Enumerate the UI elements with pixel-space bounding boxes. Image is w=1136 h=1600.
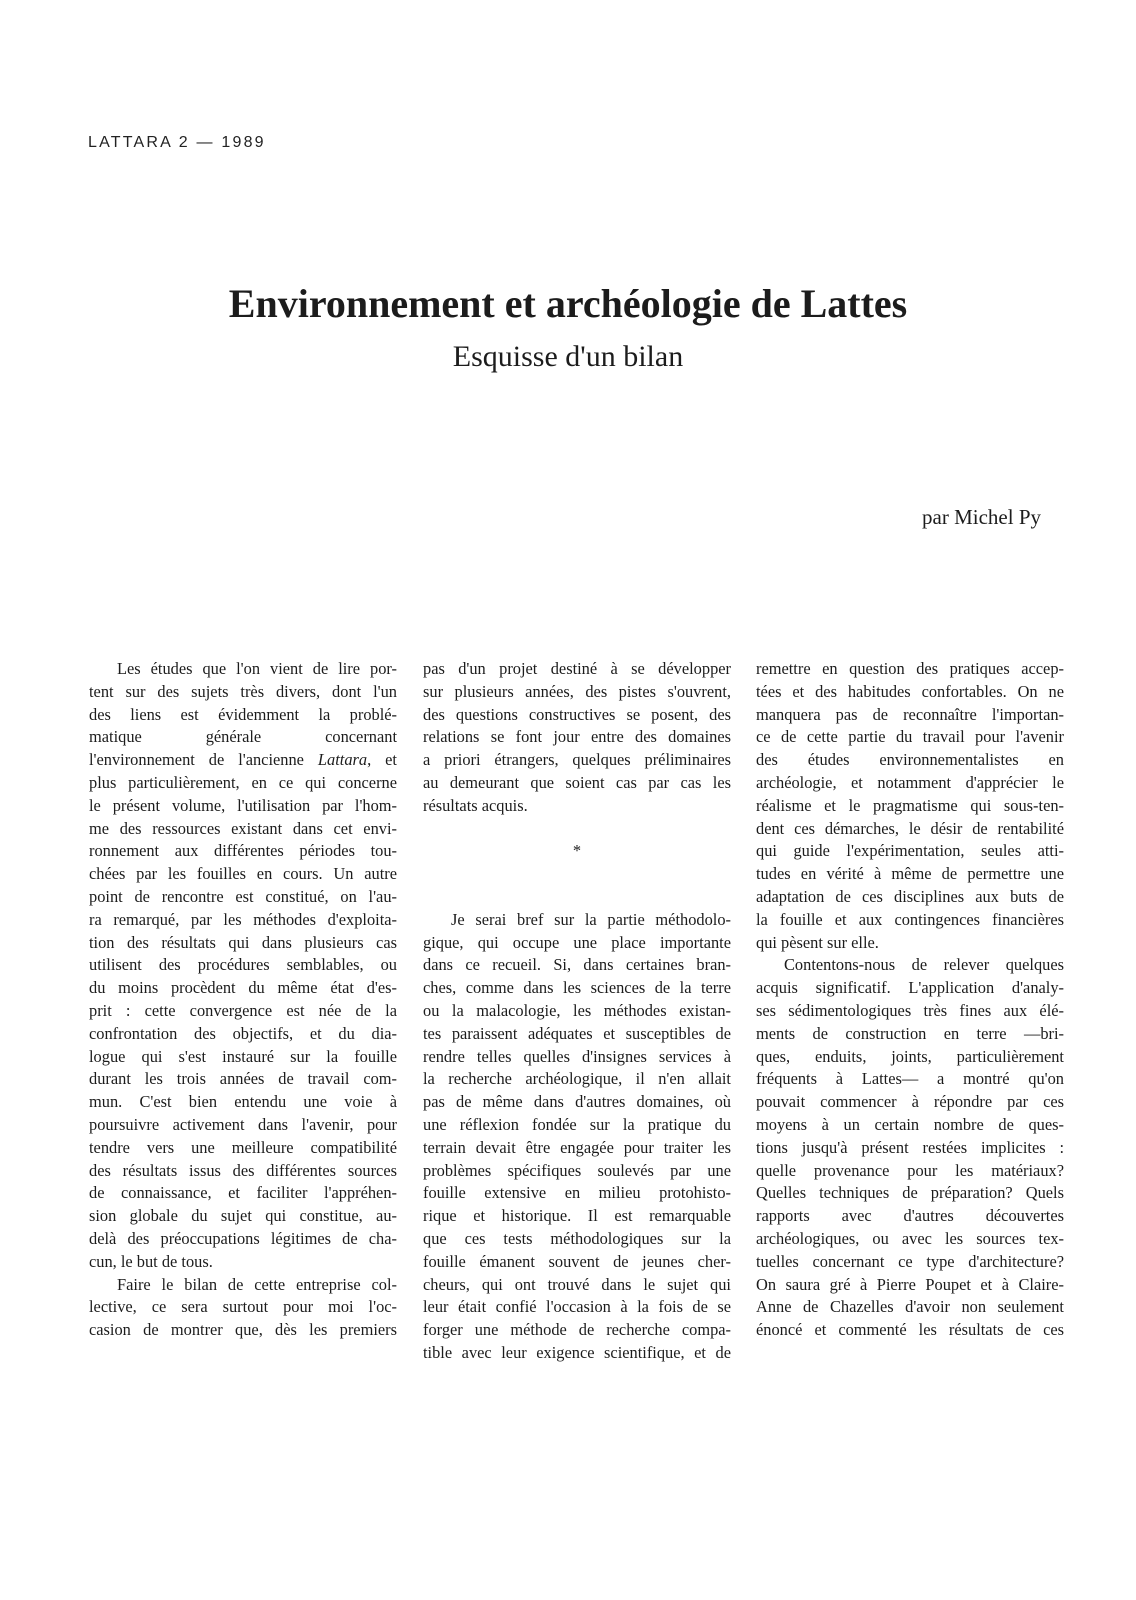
text-line: fréquents à Lattes— a montré qu'on <box>756 1069 1064 1089</box>
text-line: sion globale du sujet qui constitue, au- <box>89 1206 397 1226</box>
text-line: ses sédimentologiques très fines aux élé- <box>756 1000 1064 1020</box>
text-line: tions jusqu'à présent restées implicites : <box>756 1137 1064 1157</box>
section-separator: * <box>572 841 582 861</box>
running-head: LATTARA 2 — 1989 <box>88 134 266 151</box>
text-line: remettre en question des pratiques accep- <box>756 659 1064 678</box>
text-line: rendre telles quelles d'insignes services à <box>423 1046 731 1066</box>
text-line: ques, enduits, joints, particulièrement <box>756 1046 1064 1066</box>
text-line: tion des résultats qui dans plusieurs cas <box>89 932 397 952</box>
text-line: résultats acquis. <box>423 795 528 815</box>
text-line: mun. C'est bien entendu une voie à <box>89 1092 397 1112</box>
text-line: pas de même dans d'autres domaines, où <box>423 1092 731 1112</box>
text-column-1 <box>89 658 397 1342</box>
text-line: Contentons-nous de relever quelques <box>784 955 1064 975</box>
text-line: moyens à un certain nombre de ques- <box>756 1114 1064 1134</box>
text-line: réalisme et le pragmatisme qui sous-ten- <box>756 795 1064 815</box>
text-line: pouvait commencer à répondre par ces <box>756 1092 1064 1112</box>
text-line: gique, qui occupe une place importante <box>423 932 731 952</box>
text-line: des questions constructives se posent, des <box>423 704 731 724</box>
text-line: Les études que l'on vient de lire por- <box>117 659 397 678</box>
text-line: tes paraissent adéquates et susceptibles de <box>423 1023 731 1043</box>
article-title: Environnement et archéologie de Lattes <box>228 281 908 326</box>
text-line: adaptation de ces disciplines aux buts de <box>756 886 1064 906</box>
text-line: prit : cette convergence est née de la <box>89 1000 397 1020</box>
text-line: cheurs, qui ont trouvé dans le sujet qui <box>423 1274 731 1294</box>
text-line: qui pèsent sur elle. <box>756 932 879 952</box>
text-line: la recherche archéologique, il n'en allait <box>423 1069 731 1089</box>
text-line: ches, comme dans les sciences de la terre <box>423 978 731 998</box>
text-line: relations se font jour entre des domaines <box>423 727 731 747</box>
text-line: archéologiques, ou avec les sources tex- <box>756 1228 1064 1248</box>
text-line: rapports avec d'autres découvertes <box>756 1206 1064 1226</box>
text-line: le présent volume, l'utilisation par l'hom- <box>89 795 397 815</box>
text-line: terrain devait être engagée pour traiter les <box>423 1137 731 1157</box>
text-line: que ces tests méthodologiques sur la <box>423 1228 731 1248</box>
text-line: des études environnementalistes en <box>756 750 1064 770</box>
text-line: tées et des habitudes confortables. On ne <box>756 681 1064 701</box>
text-line: logue qui s'est instauré sur la fouille <box>89 1046 397 1066</box>
text-line: ronnement aux différentes périodes tou- <box>89 841 397 861</box>
text-line: rique et historique. Il est remarquable <box>423 1206 731 1226</box>
text-line: chées par les fouilles en cours. Un autre <box>89 864 397 884</box>
text-line: matique générale concernant <box>89 727 397 747</box>
text-line: dans ce recueil. Si, dans certaines bran- <box>423 955 731 975</box>
text-line: cun, le but de tous. <box>89 1251 213 1271</box>
text-line: tendre vers une meilleure compatibilité <box>89 1137 397 1157</box>
text-line: point de rencontre est constitué, on l'au- <box>89 886 397 906</box>
text-line: durant les trois années de travail com- <box>89 1069 397 1089</box>
text-line: qui guide l'expérimentation, seules atti- <box>756 841 1064 861</box>
text-column-2 <box>423 658 731 1365</box>
text-line: ou la malacologie, les méthodes existan- <box>423 1000 731 1020</box>
text-line: Quelles techniques de préparation? Quels <box>756 1183 1064 1203</box>
text-line: me des ressources existant dans cet envi- <box>89 818 397 838</box>
text-line: tible avec leur exigence scientifique, et de <box>423 1342 731 1362</box>
text-line: plus particulièrement, en ce qui concerne <box>89 772 397 792</box>
text-line: a priori étrangers, quelques préliminaires <box>423 750 731 770</box>
text-line: manquera pas de reconnaître l'importan- <box>756 704 1064 724</box>
text-line: ments de construction en terre —bri- <box>756 1023 1064 1043</box>
text-line: casion de montrer que, dès les premiers <box>89 1320 397 1340</box>
text-line: lective, ce sera surtout pour moi l'oc- <box>89 1297 397 1317</box>
text-line: de connaissance, et faciliter l'appréhen- <box>89 1183 397 1203</box>
article-subtitle: Esquisse d'un bilan <box>452 340 684 373</box>
text-line: confrontation des objectifs, et du dia- <box>89 1023 397 1043</box>
text-line: pas d'un projet destiné à se développer <box>423 659 731 678</box>
text-line: une réflexion fondée sur la pratique du <box>423 1114 731 1134</box>
text-line: fouille émanent souvent de jeunes cher- <box>423 1251 731 1271</box>
text-line: Je serai bref sur la partie méthodolo- <box>451 909 731 929</box>
text-line: acquis significatif. L'application d'analy- <box>756 978 1064 998</box>
text-line: la fouille et aux contingences financières <box>756 909 1064 929</box>
author-byline: par Michel Py <box>922 505 1041 529</box>
text-line: Faire le bilan de cette entreprise col- <box>117 1274 397 1294</box>
text-line: On saura gré à Pierre Poupet et à Claire- <box>756 1274 1064 1294</box>
text-line: leur était confié l'occasion à la fois de se <box>423 1297 731 1317</box>
text-line: delà des préoccupations légitimes de cha- <box>89 1228 397 1248</box>
text-line: archéologie, et notamment d'apprécier le <box>756 772 1064 792</box>
text-line: sur plusieurs années, des pistes s'ouvrent, <box>423 681 731 701</box>
text-line: l'environnement de l'ancienne Lattara, et <box>89 750 397 770</box>
text-line: ra remarqué, par les méthodes d'exploita- <box>89 909 397 929</box>
text-line: ce de cette partie du travail pour l'avenir <box>756 727 1064 747</box>
text-line: tuelles concernant ce type d'architecture? <box>756 1251 1064 1271</box>
text-line: problèmes spécifiques soulevés par une <box>423 1160 731 1180</box>
text-line: énoncé et commenté les résultats de ces <box>756 1320 1064 1340</box>
text-line: dent ces démarches, le désir de rentabilité <box>756 818 1064 838</box>
text-line: quelle provenance pour les matériaux? <box>756 1160 1064 1180</box>
text-line: au demeurant que soient cas par cas les <box>423 772 731 792</box>
text-line: fouille extensive en milieu protohisto- <box>423 1183 731 1203</box>
text-line: des résultats issus des différentes sources <box>89 1160 397 1180</box>
text-line: utilisent des procédures semblables, ou <box>89 955 397 975</box>
text-line: du moins procèdent du même état d'es- <box>89 978 397 998</box>
text-line: Anne de Chazelles d'avoir non seulement <box>756 1297 1064 1317</box>
text-line: tent sur des sujets très divers, dont l'un <box>89 681 397 701</box>
text-line: tudes en vérité à même de permettre une <box>756 864 1064 884</box>
text-line: des liens est évidemment la problé- <box>89 704 397 724</box>
text-line: poursuivre activement dans l'avenir, pour <box>89 1114 397 1134</box>
text-column-3 <box>756 658 1064 1342</box>
text-line: forger une méthode de recherche compa- <box>423 1320 731 1340</box>
